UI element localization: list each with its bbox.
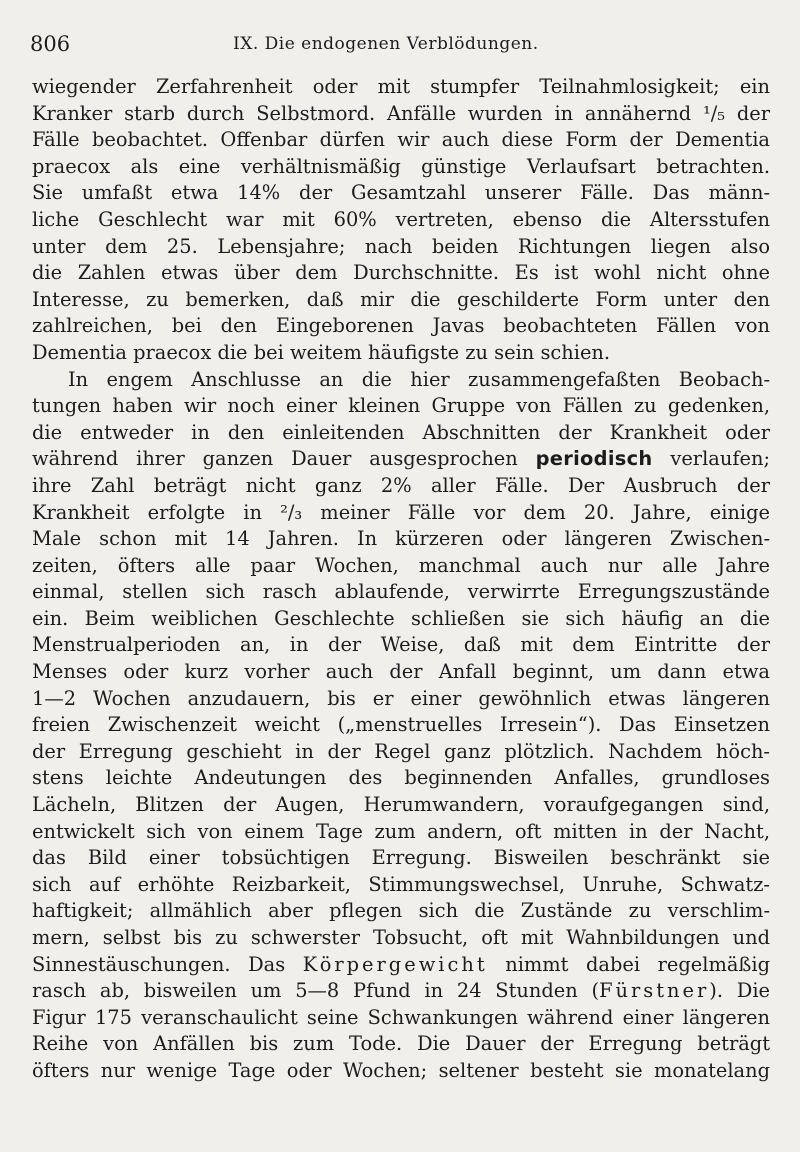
text-line: einmal, stellen sich rasch ablaufende, verwirrte Erregungszustände: [32, 580, 770, 604]
text-line: freien Zwischenzeit weicht („menstruelles Irresein“). Das Einsetzen: [32, 713, 770, 737]
text-line: unter dem 25. Lebensjahre; nach beiden Richtungen liegen also: [32, 234, 770, 258]
text-line: zeiten, öfters alle paar Wochen, manchmal auch nur alle Jahre: [32, 553, 770, 577]
text-line: ihre Zahl beträgt nicht ganz 2% aller Fälle. Der Ausbruch der: [32, 473, 770, 497]
emphasis-fuerstner: Fürstner: [599, 979, 710, 1003]
text-line: ein. Beim weiblichen Geschlechte schließen sie sich häufig an die: [32, 606, 770, 630]
text-line: rasch ab, bisweilen um 5—8 Pfund in 24 Stunden (Fürstner). Die: [32, 979, 770, 1003]
text-line: Dementia praecox die bei weitem häufigste zu sein schien.: [32, 340, 611, 364]
text-line: die entweder in den einleitenden Abschnitten der Krankheit oder: [32, 420, 770, 444]
text-line: stens leichte Andeutungen des beginnenden Anfalles, grundloses: [32, 766, 770, 790]
text-line: öfters nur wenige Tage oder Wochen; seltener besteht sie monatelang: [32, 1058, 770, 1082]
text-line: Male schon mit 14 Jahren. In kürzeren oder längeren Zwischen-: [32, 527, 770, 551]
emphasis-periodisch: periodisch: [535, 447, 653, 471]
text-line: Reihe von Anfällen bis zum Tode. Die Dauer der Erregung beträgt: [32, 1032, 770, 1056]
running-title: IX. Die endogenen Verblödungen.: [233, 34, 539, 54]
text-line: Kranker starb durch Selbstmord. Anfälle wurden in annähernd ¹/₅ der: [32, 101, 770, 125]
text-line: In engem Anschlusse an die hier zusammengefaßten Beobach-: [68, 367, 770, 391]
text-line: Krankheit erfolgte in ²/₃ meiner Fälle vor dem 20. Jahre, einige: [32, 500, 770, 524]
text-line: das Bild einer tobsüchtigen Erregung. Bisweilen beschränkt sie: [32, 846, 770, 870]
text-line: Fälle beobachtet. Offenbar dürfen wir auch diese Form der Dementia: [32, 128, 770, 152]
page-header: [28, 30, 772, 60]
text-line: liche Geschlecht war mit 60% vertreten, ebenso die Altersstufen: [32, 207, 770, 231]
text-line: die Zahlen etwas über dem Durchschnitte. Es ist wohl nicht ohne: [32, 261, 770, 285]
text-line: entwickelt sich von einem Tage zum andern, oft mitten in der Nacht,: [32, 819, 770, 843]
text-line: Figur 175 veranschaulicht seine Schwankungen während einer längeren: [32, 1005, 770, 1029]
text-line: Lächeln, Blitzen der Augen, Herumwandern, voraufgegangen sind,: [32, 793, 770, 817]
text-line: tungen haben wir noch einer kleinen Gruppe von Fällen zu gedenken,: [32, 394, 770, 418]
text-line: Sie umfaßt etwa 14% der Gesamtzahl unserer Fälle. Das männ-: [32, 181, 770, 205]
text-line: haftigkeit; allmählich aber pflegen sich die Zustände zu verschlim-: [32, 899, 770, 923]
text-line: Interesse, zu bemerken, daß mir die geschilderte Form unter den: [32, 287, 770, 311]
text-line: Menstrualperioden an, in der Weise, daß mit dem Eintritte der: [32, 633, 770, 657]
body-text: [32, 74, 770, 1085]
text-line: wiegender Zerfahrenheit oder mit stumpfer Teilnahmlosigkeit; ein: [32, 75, 770, 98]
text-line: zahlreichen, bei den Eingeborenen Javas beobachteten Fällen von: [32, 314, 770, 338]
text-line: sich auf erhöhte Reizbarkeit, Stimmungswechsel, Unruhe, Schwatz-: [32, 872, 770, 896]
page-number: 806: [30, 32, 71, 56]
text-line: der Erregung geschieht in der Regel ganz plötzlich. Nachdem höch-: [32, 739, 770, 763]
emphasis-koerpergewicht: Körpergewicht: [302, 952, 488, 976]
text-line: während ihrer ganzen Dauer ausgesprochen periodisch verlaufen;: [32, 447, 770, 471]
text-line: Sinnestäuschungen. Das Körpergewicht nimmt dabei regelmäßig: [32, 952, 770, 976]
text-line: 1—2 Wochen anzudauern, bis er einer gewöhnlich etwas längeren: [32, 686, 770, 710]
text-line: Menses oder kurz vorher auch der Anfall beginnt, um dann etwa: [32, 660, 770, 684]
text-line: praecox als eine verhältnismäßig günstige Verlaufsart betrachten.: [32, 154, 770, 178]
text-line: mern, selbst bis zu schwerster Tobsucht, oft mit Wahnbildungen und: [32, 926, 770, 949]
